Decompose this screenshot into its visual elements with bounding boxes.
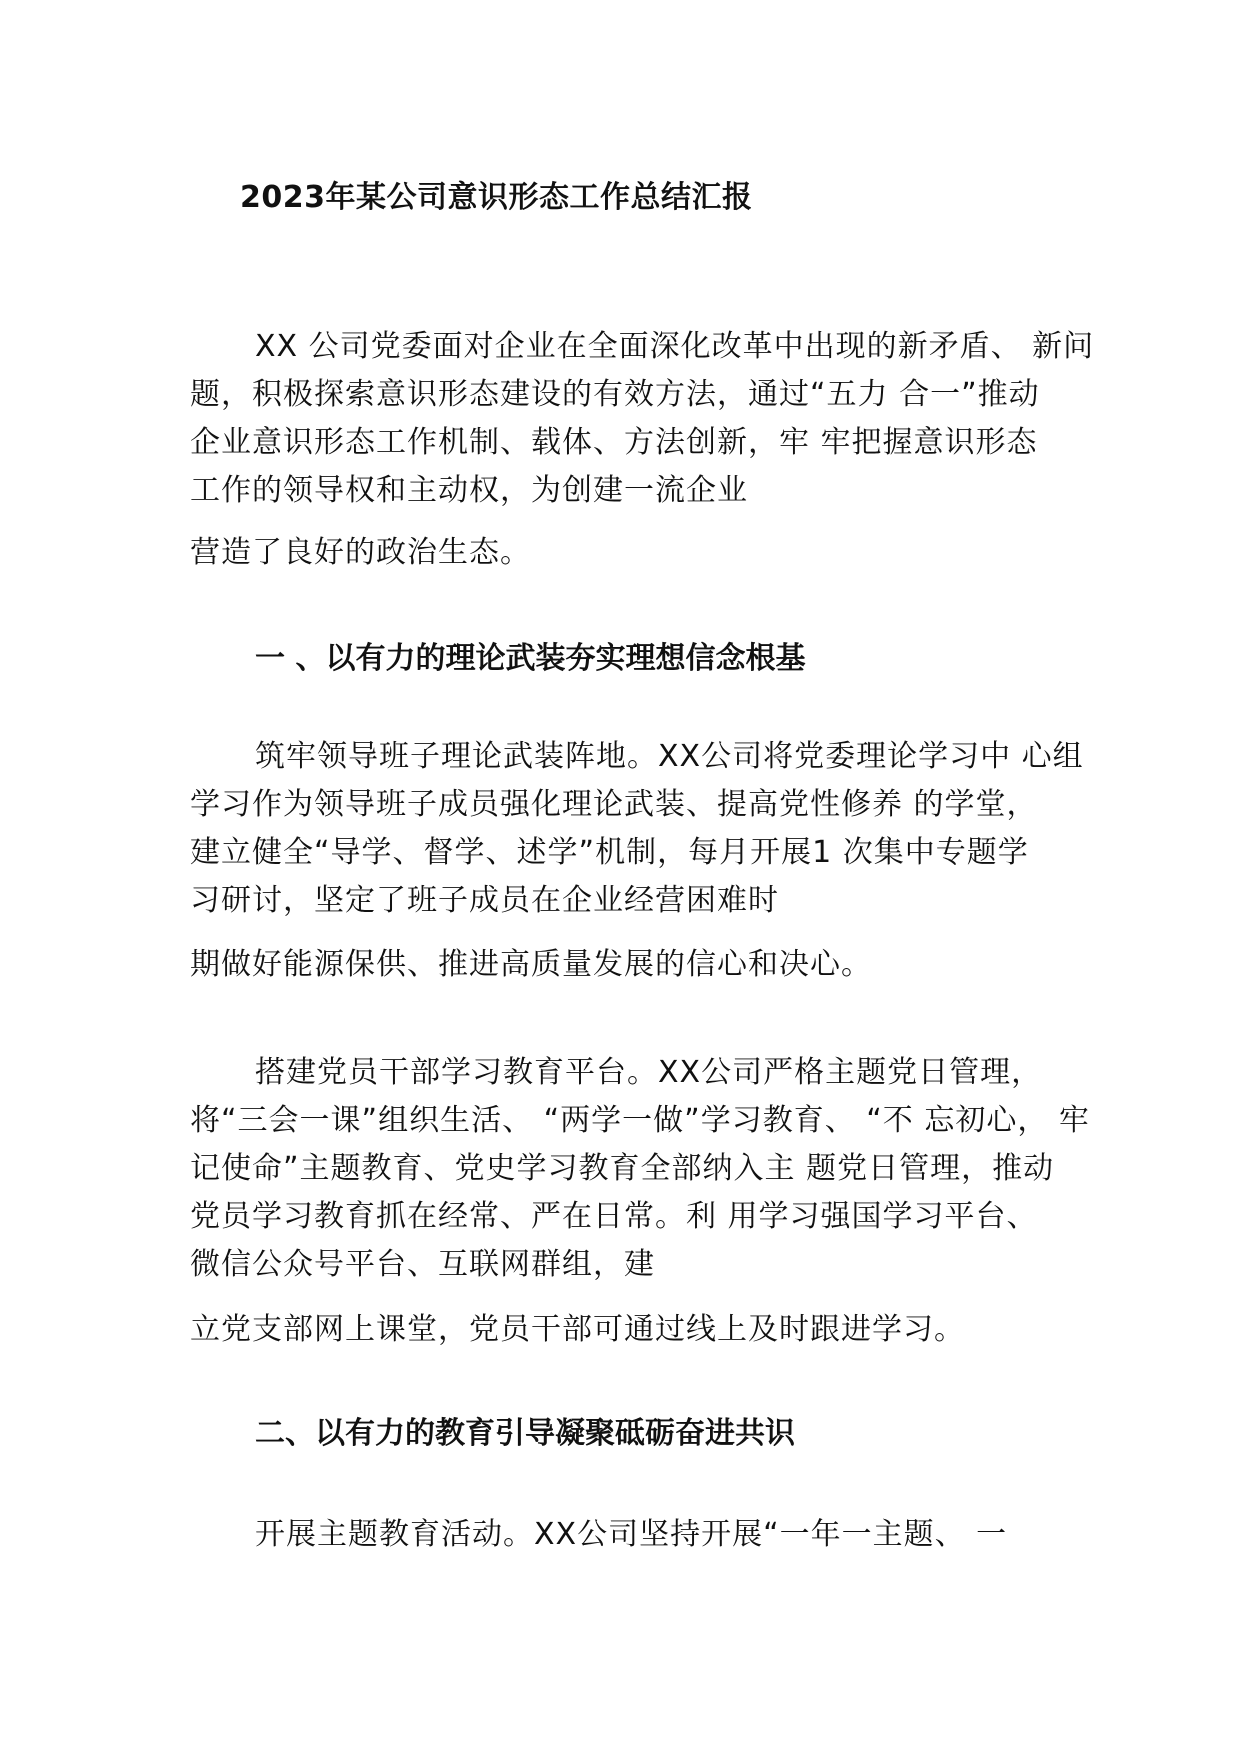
section-1-para-1-line-2: 学习作为领导班子成员强化理论武装、提高党性修养 的学堂， bbox=[190, 787, 1038, 822]
section-1-para-2-line-3: 记使命”主题教育、党史学习教育全部纳入主 题党日管理，推动 bbox=[190, 1151, 1055, 1186]
section-1-para-1-line-5: 期做好能源保供、推进高质量发展的信心和决心。 bbox=[190, 947, 872, 982]
intro-line-3: 企业意识形态工作机制、载体、方法创新，牢 牢把握意识形态 bbox=[190, 425, 1038, 460]
intro-line-5: 营造了良好的政治生态。 bbox=[190, 535, 531, 570]
document-title: 2023年某公司意识形态工作总结汇报 bbox=[240, 180, 753, 215]
section-1-para-2-line-2: 将“三会一课”组织生活、 “两学一做”学习教育、 “不 忘初心， 牢 bbox=[190, 1103, 1090, 1138]
section-1-para-1-line-1: 筑牢领导班子理论武装阵地。XX公司将党委理论学习中 心组 bbox=[255, 739, 1084, 774]
section-1-para-1-line-4: 习研讨，坚定了班子成员在企业经营困难时 bbox=[190, 883, 779, 918]
section-1-para-2-line-4: 党员学习教育抓在经常、严在日常。利 用学习强国学习平台、 bbox=[190, 1199, 1038, 1234]
section-1-para-2-line-6: 立党支部网上课堂，党员干部可通过线上及时跟进学习。 bbox=[190, 1312, 965, 1347]
section-1-para-1-line-3: 建立健全“导学、督学、述学”机制，每月开展1 次集中专题学 bbox=[190, 835, 1029, 870]
section-1-para-2-line-1: 搭建党员干部学习教育平台。XX公司严格主题党日管理， bbox=[255, 1055, 1043, 1090]
section-1-para-2-line-5: 微信公众号平台、互联网群组，建 bbox=[190, 1247, 655, 1282]
intro-line-1: XX 公司党委面对企业在全面深化改革中出现的新矛盾、 新问 bbox=[255, 329, 1095, 364]
section-2-heading: 二、以有力的教育引导凝聚砥砺奋进共识 bbox=[255, 1416, 795, 1451]
section-1-heading: 一 、以有力的理论武装夯实理想信念根基 bbox=[255, 641, 806, 676]
section-2-para-1-line-1: 开展主题教育活动。XX公司坚持开展“一年一主题、 一 bbox=[255, 1517, 1008, 1552]
intro-line-2: 题，积极探索意识形态建设的有效方法，通过“五力 合一”推动 bbox=[190, 377, 1040, 412]
intro-line-4: 工作的领导权和主动权，为创建一流企业 bbox=[190, 473, 748, 508]
